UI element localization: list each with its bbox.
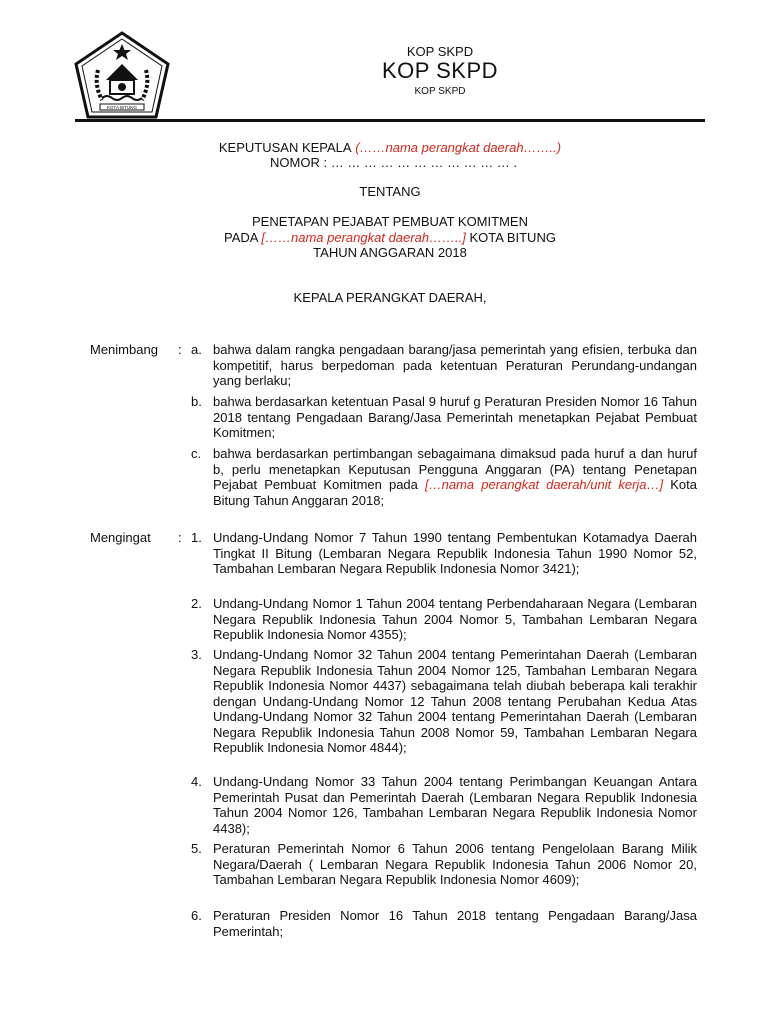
menimbang-colon: : xyxy=(178,342,182,357)
mengingat-label: Mengingat xyxy=(90,530,151,545)
nomor-label: NOMOR : xyxy=(270,155,328,170)
mengingat-marker-1: 1. xyxy=(191,530,202,545)
mengingat-colon: : xyxy=(178,530,182,545)
menimbang-item-c-text: bahwa berdasarkan pertimbangan sebagaimana dimaksud pada huruf a dan huruf b, perlu menetapkan Keputusan Pengguna Anggaran (PA) tentang Penetapan Pejabat Pembuat Komitmen pada xyxy=(213,446,697,492)
emblem-icon xyxy=(72,30,172,120)
letterhead-small: KOP SKPD xyxy=(406,44,474,59)
mengingat-item-3: Undang-Undang Nomor 32 Tahun 2004 tentang Pemerintahan Daerah (Lembaran Negara Republik Indonesia Tahun 2004 Nomor 125, Tambahan Lembaran Negara Republik Indonesia Nomor 4437) sebagaimana telah diubah beberapa kali terakhir dengan Undang-Undang Nomor 12 Tahun 2008 tentang Perubahan Kedua Atas Undang-Undang Nomor 32 Tahun 2004 tentang Pemerintahan Daerah (Lembaran Negara Republik Indonesia Tahun 2008 Nomor 59, Tambahan Lembaran Negara Republik Indonesia Nomor 4844); xyxy=(213,647,697,755)
letterhead-title: KOP SKPD xyxy=(381,58,499,83)
mengingat-item-6: Peraturan Presiden Nomor 16 Tahun 2018 tentang Pengadaan Barang/Jasa Pemerintah; xyxy=(213,908,697,939)
subject-line-2 xyxy=(100,230,680,245)
menimbang-marker-a: a. xyxy=(191,342,202,357)
mengingat-marker-5: 5. xyxy=(191,841,202,856)
subject-line-2-suffix: KOTA BITUNG xyxy=(465,230,556,245)
menimbang-marker-c: c. xyxy=(191,446,202,461)
mengingat-marker-6: 6. xyxy=(191,908,202,923)
mengingat-marker-3: 3. xyxy=(191,647,202,662)
decree-title-placeholder: (……nama perangkat daerah……..) xyxy=(351,140,562,155)
mengingat-item-1: Undang-Undang Nomor 7 Tahun 1990 tentang Pembentukan Kotamadya Daerah Tingkat II Bitung (Lembaran Negara Republik Indonesia Tahun 1990 Nomor 52, Tambahan Lembaran Negara Republik Indonesia Nomor 3421); xyxy=(213,530,697,576)
letterhead-rule xyxy=(75,119,705,122)
menimbang-marker-b: b. xyxy=(191,394,202,409)
mengingat-marker-4: 4. xyxy=(191,774,202,789)
regional-emblem-logo xyxy=(72,30,172,120)
subject-line-2-placeholder: [……nama perangkat daerah……..] xyxy=(261,230,466,245)
subject-line-1: PENETAPAN PEJABAT PEMBUAT KOMITMEN xyxy=(252,214,528,229)
mengingat-marker-2: 2. xyxy=(191,596,202,611)
letterhead-subtext: KOP SKPD xyxy=(414,86,466,97)
authority-heading: KEPALA PERANGKAT DAERAH, xyxy=(293,290,487,305)
menimbang-label: Menimbang xyxy=(90,342,158,357)
decree-number-line xyxy=(270,155,570,170)
emblem-ribbon-text: KOTA BITUNG xyxy=(107,105,137,110)
mengingat-item-2: Undang-Undang Nomor 1 Tahun 2004 tentang Perbendaharaan Negara (Lembaran Negara Republik Indonesia Tahun 2004 Nomor 5, Tambahan Lembaran Negara Republik Indonesia Nomor 4355); xyxy=(213,596,697,642)
decree-title-prefix: KEPUTUSAN KEPALA xyxy=(218,140,352,155)
subject-line-2-prefix: PADA xyxy=(224,230,262,245)
tentang-heading: TENTANG xyxy=(359,184,421,199)
subject-line-3: TAHUN ANGGARAN 2018 xyxy=(313,245,467,260)
mengingat-item-5: Peraturan Pemerintah Nomor 6 Tahun 2006 tentang Pengelolaan Barang Milik Negara/Daerah ( Lembaran Negara Republik Indonesia Tahun 2006 Nomor 20, Tambahan Lembaran Negara Republik Indonesia Nomor 4609); xyxy=(213,841,697,887)
menimbang-item-c-placeholder: […nama perangkat daerah/unit kerja…] xyxy=(425,477,664,492)
nomor-value: … … … … … … … … … … … . xyxy=(330,155,518,170)
decree-title-line xyxy=(100,140,680,155)
menimbang-item-a: bahwa dalam rangka pengadaan barang/jasa pemerintah yang efisien, terbuka dan kompetitif, harus berpedoman pada ketentuan Peraturan Perundang-undangan yang berlaku; xyxy=(213,342,697,388)
menimbang-item-c xyxy=(213,446,697,508)
menimbang-item-c-tail: Kota Bitung Tahun Anggaran 2018; xyxy=(213,477,697,508)
menimbang-item-b: bahwa berdasarkan ketentuan Pasal 9 huruf g Peraturan Presiden Nomor 16 Tahun 2018 tentang Pengadaan Barang/Jasa Pemerintah menetapkan Pejabat Pembuat Komitmen; xyxy=(213,394,697,440)
mengingat-item-4: Undang-Undang Nomor 33 Tahun 2004 tentang Perimbangan Keuangan Antara Pemerintah Pusat dan Pemerintah Daerah (Lembaran Negara Republik Indonesia Tahun 2004 Nomor 126, Tambahan Lembaran Negara Republik Indonesia Nomor 4438); xyxy=(213,774,697,836)
